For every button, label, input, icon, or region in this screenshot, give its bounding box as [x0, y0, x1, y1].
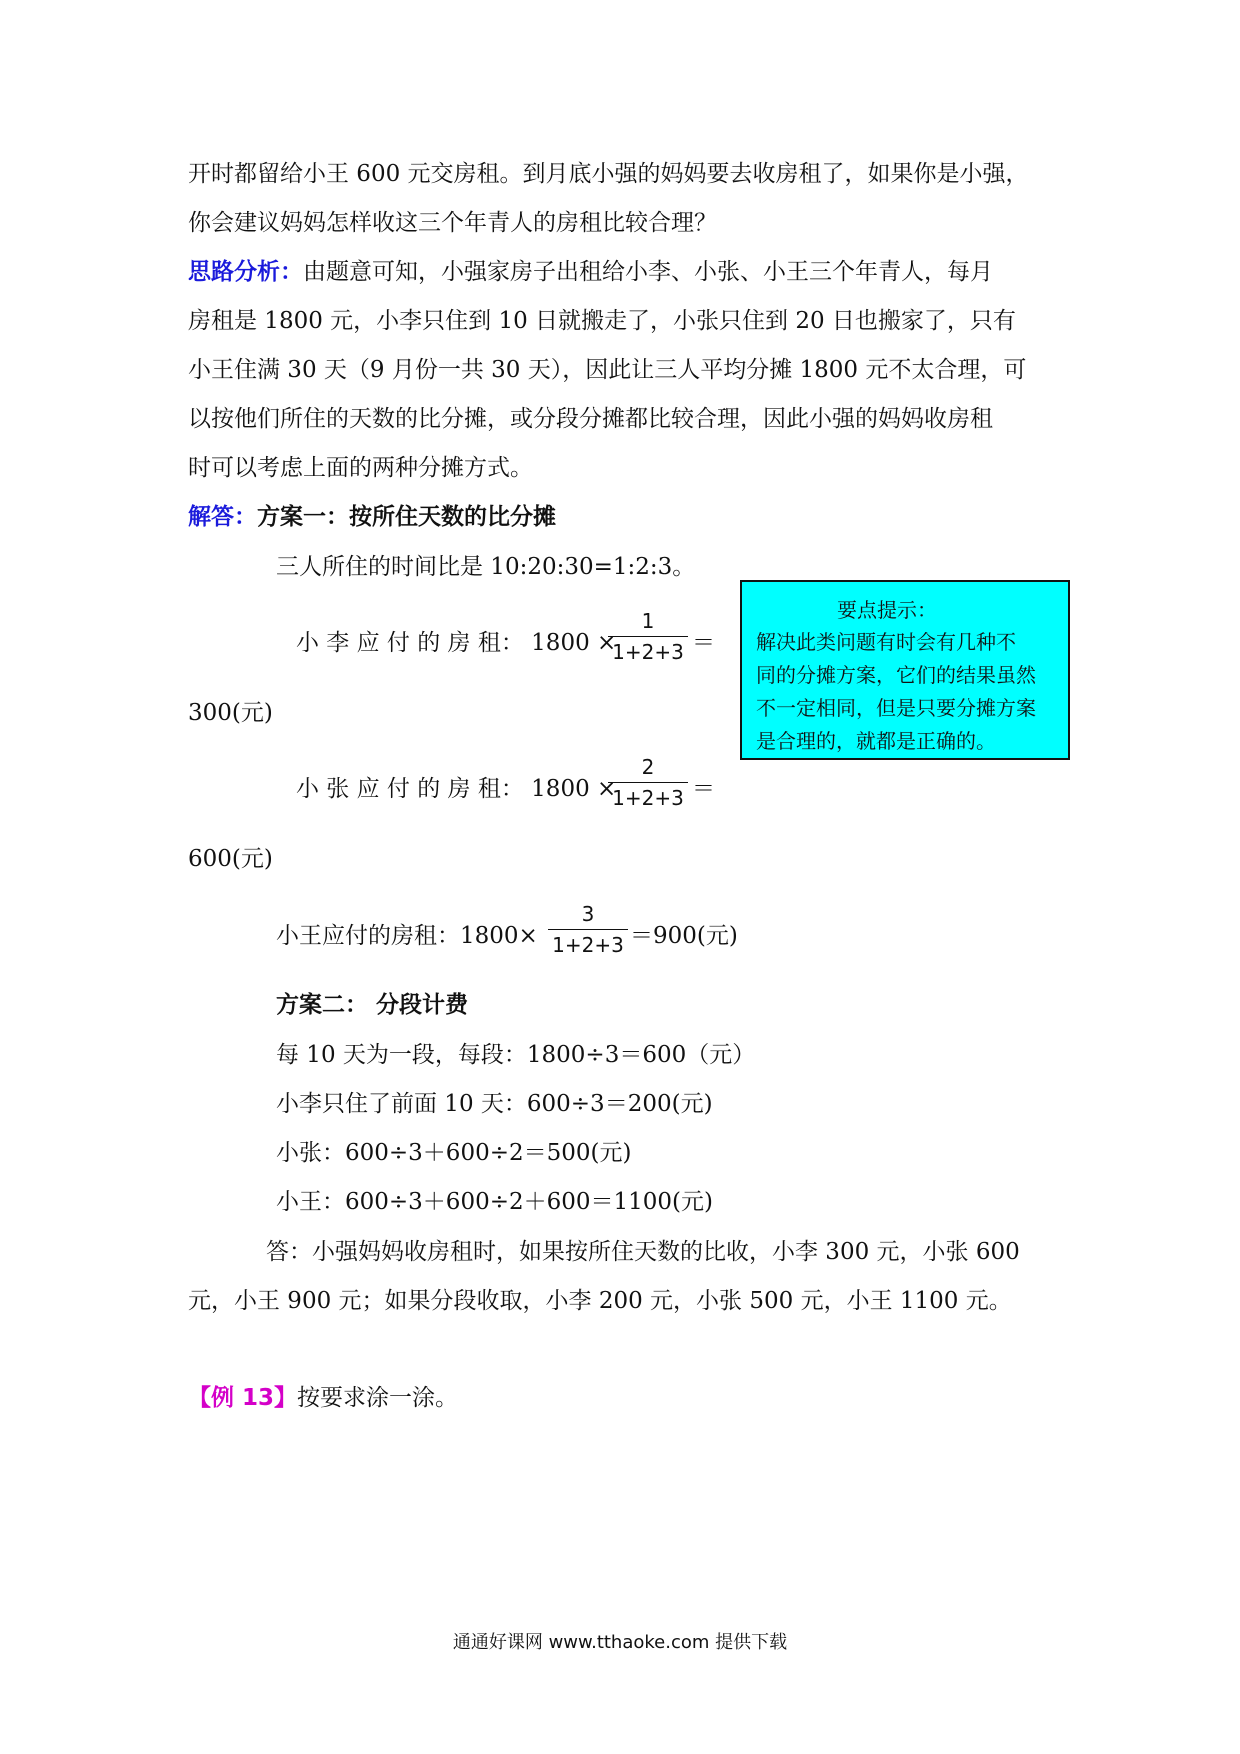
answer-label: 解答：	[188, 504, 257, 530]
fraction-numerator: 3	[581, 902, 595, 926]
equals-sign: ＝	[692, 776, 715, 802]
segment-line: 小王：600÷3＋600÷2＋600＝1100(元)	[276, 1189, 713, 1215]
fraction-zhang	[608, 754, 688, 811]
text-line: 以按他们所住的天数的比分摊，或分段分摊都比较合理，因此小强的妈妈收房租	[188, 406, 993, 432]
answer-line: 元，小王 900 元；如果分段收取，小李 200 元，小张 500 元，小王 1100 元。	[188, 1288, 1012, 1314]
fraction-bar	[608, 782, 688, 783]
tip-line: 不一定相同，但是只要分摊方案	[756, 696, 1036, 720]
fraction-denominator: 1+2+3	[612, 786, 684, 810]
plan1-title: 方案一：按所住天数的比分摊	[257, 504, 556, 530]
fraction-numerator: 2	[641, 755, 655, 779]
fraction-bar	[548, 929, 628, 930]
example-label: 【例 13】	[188, 1385, 298, 1411]
zhang-result: 600(元)	[188, 846, 273, 872]
tip-line: 是合理的，就都是正确的。	[756, 729, 996, 753]
example-text: 按要求涂一涂。	[297, 1385, 459, 1411]
plan2-title: 方案二： 分段计费	[276, 992, 469, 1018]
fraction-li	[608, 608, 688, 665]
text-line: 你会建议妈妈怎样收这三个年青人的房租比较合理？	[188, 210, 717, 236]
ratio-line: 三人所住的时间比是 10:20:30=1:2:3。	[276, 554, 696, 580]
wang-rent-line: 小王应付的房租：1800×	[276, 923, 538, 949]
page-footer: 通通好课网 www.tthaoke.com 提供下载	[452, 1632, 788, 1653]
tip-line: 同的分摊方案，它们的结果虽然	[756, 663, 1036, 687]
segment-line: 小张：600÷3＋600÷2＝500(元)	[276, 1140, 632, 1166]
fraction-denominator: 1+2+3	[552, 933, 624, 957]
fraction-wang	[548, 901, 628, 958]
li-result: 300(元)	[188, 700, 273, 726]
answer-line: 答：小强妈妈收房租时，如果按所住天数的比收，小李 300 元，小张 600	[266, 1239, 1020, 1265]
analysis-label: 思路分析：	[188, 259, 303, 285]
fraction-denominator: 1+2+3	[612, 640, 684, 664]
segment-line: 每 10 天为一段，每段：1800÷3＝600（元）	[276, 1042, 756, 1068]
fraction-numerator: 1	[641, 609, 655, 633]
tip-line: 解决此类问题有时会有几种不	[756, 630, 1016, 654]
text-line: 开时都留给小王 600 元交房租。到月底小强的妈妈要去收房租了，如果你是小强，	[188, 161, 1029, 187]
fraction-bar	[608, 636, 688, 637]
segment-line: 小李只住了前面 10 天：600÷3＝200(元)	[276, 1091, 713, 1117]
tip-box	[740, 580, 1070, 760]
example-line	[188, 1382, 458, 1414]
text-line: 时可以考虑上面的两种分摊方式。	[188, 455, 533, 481]
text-line: 小王住满 30 天（9 月份一共 30 天），因此让三人平均分摊 1800 元不太合理，可	[188, 357, 1027, 383]
li-rent-line: 小 李 应 付 的 房 租： 1800 ×	[296, 630, 617, 656]
tip-title: 要点提示：	[837, 598, 937, 622]
wang-result: ＝900(元)	[630, 923, 738, 949]
text-line: 房租是 1800 元，小李只住到 10 日就搬走了，小张只住到 20 日也搬家了，只有	[188, 308, 1016, 334]
analysis-paragraph	[188, 256, 993, 288]
equals-sign: ＝	[692, 630, 715, 656]
zhang-rent-line: 小 张 应 付 的 房 租： 1800 ×	[296, 776, 617, 802]
answer-heading	[188, 501, 556, 533]
text-line: 由题意可知，小强家房子出租给小李、小张、小王三个年青人，每月	[303, 259, 993, 285]
